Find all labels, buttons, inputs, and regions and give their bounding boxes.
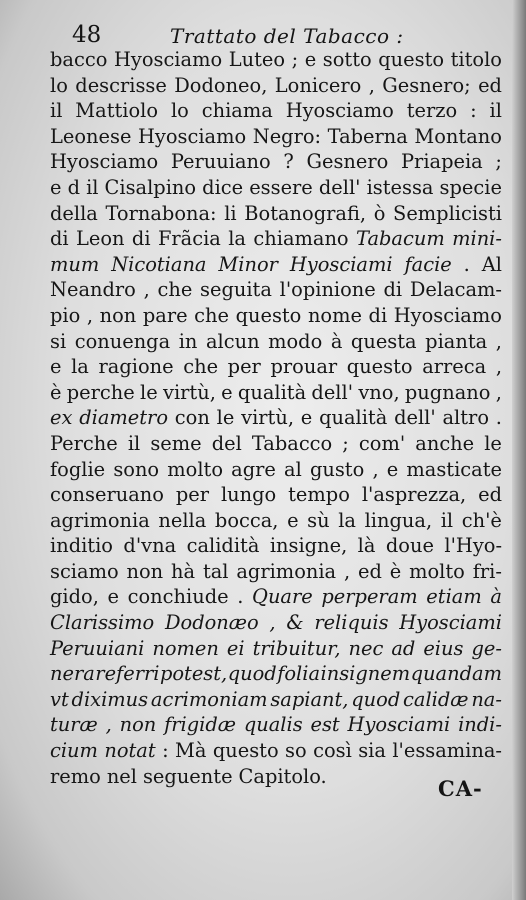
text-word: mum: [50, 252, 100, 276]
text-word: Semplicisti: [393, 201, 502, 225]
text-word: non: [99, 303, 137, 327]
text-word: specie: [439, 175, 502, 199]
text-word: Dodoneo,: [174, 73, 268, 97]
text-word: ;: [495, 150, 502, 174]
text-word: d: [67, 175, 80, 199]
text-word: per: [175, 483, 210, 507]
text-word: quod: [227, 662, 277, 686]
text-word: doue: [385, 534, 434, 558]
text-line: [50, 405, 502, 431]
text-word: Tabacum: [356, 227, 445, 251]
text-word: ed: [358, 559, 382, 583]
text-word: qualità: [319, 406, 388, 430]
text-line: [50, 533, 502, 559]
text-word: Peruuiani: [50, 636, 145, 660]
text-word: com': [358, 431, 406, 455]
text-word: etiam: [426, 585, 482, 609]
text-word: l'essamina-: [392, 739, 502, 763]
text-word: inditio: [50, 534, 113, 558]
text-word: l'Hyo-: [444, 534, 502, 558]
text-word: Clarissimo: [50, 611, 155, 635]
text-word: Mattiolo: [75, 99, 159, 123]
text-word: è: [389, 559, 402, 583]
running-title: Trattato del Tabacco :: [170, 24, 404, 48]
text-word: pare: [142, 303, 188, 327]
text-line: [50, 47, 502, 73]
text-word: lo: [50, 73, 68, 97]
text-word: ad: [391, 636, 416, 660]
text-line: [50, 636, 502, 662]
text-word: ragione: [98, 355, 174, 379]
text-word: così: [313, 739, 352, 763]
text-line: [50, 175, 502, 201]
text-word: ed: [478, 73, 502, 97]
text-word: del: [211, 431, 242, 455]
text-word: referri: [95, 662, 160, 686]
text-word: conuenga: [74, 329, 171, 353]
text-word: è: [50, 380, 62, 404]
text-word: ei: [226, 636, 245, 660]
text-word: il: [127, 431, 141, 455]
text-word: di: [368, 303, 388, 327]
text-word: turæ: [50, 713, 98, 737]
text-word: chiama: [201, 99, 273, 123]
text-word: ,: [269, 611, 276, 635]
text-word: e: [50, 355, 62, 379]
text-line: [50, 738, 502, 764]
text-word: che: [183, 355, 219, 379]
text-word: e: [50, 175, 62, 199]
text-word: à: [330, 329, 343, 353]
text-line: [50, 712, 502, 738]
text-word: agrimonia: [50, 508, 150, 532]
text-word: potest,: [159, 662, 228, 686]
text-word: Capitolo.: [238, 764, 327, 788]
text-word: reliquis: [314, 611, 389, 635]
text-word: descrisse: [75, 73, 167, 97]
text-word: non: [119, 713, 157, 737]
text-word: prouar: [270, 355, 338, 379]
text-word: vt: [50, 687, 69, 711]
text-word: e: [386, 457, 399, 481]
text-word: sapiant,: [270, 687, 349, 711]
text-word: folia: [277, 662, 321, 686]
text-word: questo: [212, 739, 279, 763]
text-word: la: [228, 227, 246, 251]
text-word: fri-: [472, 559, 502, 583]
text-word: masticate: [406, 457, 502, 481]
text-word: Leonese: [50, 124, 132, 148]
text-word: sia: [358, 739, 386, 763]
text-word: ,: [495, 355, 502, 379]
text-word: acrimoniam: [150, 687, 268, 711]
text-word: di: [131, 227, 151, 251]
text-word: l'opinione: [279, 278, 376, 302]
text-word: Hyosciami: [289, 252, 393, 276]
text-word: Delacam-: [409, 278, 502, 302]
text-word: ,: [495, 380, 502, 404]
text-word: ;: [291, 48, 299, 71]
text-word: gido,: [50, 585, 99, 609]
text-word: notat: [104, 739, 156, 763]
text-word: li: [224, 201, 237, 225]
text-word: con: [174, 406, 210, 430]
text-word: cium: [50, 739, 98, 763]
text-word: tal: [202, 559, 229, 583]
text-word: seguente: [142, 764, 233, 788]
text-word: à: [490, 585, 502, 609]
text-word: nera: [50, 662, 95, 686]
text-word: &: [286, 611, 304, 635]
text-word: Tornabona:: [105, 201, 217, 225]
text-word: perperam: [321, 585, 418, 609]
text-word: agrimonia: [236, 559, 337, 583]
text-word: ,: [86, 303, 94, 327]
text-word: Peruuiano: [170, 150, 271, 174]
text-word: Priapeia: [401, 150, 483, 174]
text-word: Gesnero: [306, 150, 389, 174]
text-word: dell': [394, 406, 436, 430]
text-line: [50, 687, 502, 713]
text-word: Taberna: [327, 124, 408, 148]
text-word: tempo: [288, 483, 350, 507]
text-word: Frãcia: [157, 227, 221, 251]
text-word: e: [107, 585, 119, 609]
text-word: Luteo: [228, 48, 286, 71]
text-word: bocca,: [214, 508, 279, 532]
text-word: la: [338, 508, 356, 532]
text-word: e: [287, 508, 299, 532]
text-word: nel: [106, 764, 137, 788]
text-word: Perche: [50, 431, 118, 455]
text-line: [50, 124, 502, 150]
text-word: Gesnero;: [382, 73, 471, 97]
text-word: questo: [235, 303, 302, 327]
text-word: alcun: [205, 329, 260, 353]
text-word: questo: [378, 48, 445, 71]
body-text: [50, 47, 502, 789]
page-number: 48: [72, 22, 102, 48]
text-word: .: [237, 585, 244, 609]
text-word: mini-: [452, 227, 502, 251]
text-word: il: [440, 508, 454, 532]
text-word: calidæ: [403, 687, 469, 711]
text-word: essere: [249, 175, 313, 199]
catchword: CA-: [438, 776, 483, 801]
text-word: questo: [346, 355, 413, 379]
text-word: nella: [158, 508, 207, 532]
text-word: la: [71, 355, 89, 379]
text-word: di: [383, 278, 403, 302]
text-word: indi-: [458, 713, 502, 737]
text-word: sù: [307, 508, 330, 532]
text-word: della: [50, 201, 98, 225]
text-word: e: [304, 48, 317, 71]
text-word: Mà: [175, 739, 207, 763]
text-word: dell': [311, 380, 354, 404]
text-word: facie: [404, 252, 452, 276]
text-word: pianta: [425, 329, 488, 353]
text-word: foglie: [50, 457, 106, 481]
text-word: bacco: [50, 48, 108, 71]
text-word: ò: [373, 201, 386, 225]
text-word: dice: [202, 175, 244, 199]
text-line: [50, 303, 502, 329]
text-word: diametro: [79, 406, 168, 430]
text-word: questa: [350, 329, 417, 353]
text-line: [50, 508, 502, 534]
text-word: che: [157, 278, 193, 302]
text-line: [50, 73, 502, 99]
text-word: Hyosciami: [347, 713, 451, 737]
text-word: nome: [307, 303, 362, 327]
text-word: e: [221, 380, 233, 404]
text-word: est: [310, 713, 340, 737]
text-word: il: [86, 175, 99, 199]
text-word: quod: [351, 687, 401, 711]
text-word: al: [284, 457, 302, 481]
text-word: chiamano: [253, 227, 349, 251]
text-line: [50, 482, 502, 508]
text-line: [50, 661, 502, 687]
text-word: frigidæ: [164, 713, 236, 737]
text-word: qualità: [237, 380, 307, 404]
text-line: [50, 354, 502, 380]
text-word: il: [489, 99, 502, 123]
text-word: ,: [368, 73, 375, 97]
text-line: [50, 457, 502, 483]
text-word: Hyosciamo: [285, 99, 394, 123]
text-word: molto: [167, 457, 223, 481]
text-word: lungo: [220, 483, 277, 507]
text-line: [50, 226, 502, 252]
text-word: arreca: [422, 355, 487, 379]
text-word: ?: [283, 150, 294, 174]
text-word: le: [216, 406, 235, 430]
text-word: di: [50, 227, 69, 251]
text-word: non: [126, 559, 164, 583]
text-word: dell': [318, 175, 361, 199]
text-word: insignem: [320, 662, 411, 686]
text-word: qualis: [243, 713, 303, 737]
text-word: Botanografi,: [244, 201, 367, 225]
text-word: terzo: [406, 99, 458, 123]
text-line: [50, 277, 502, 303]
text-word: Hyosciami: [399, 611, 502, 635]
text-word: nomen: [152, 636, 219, 660]
text-word: Tabacco: [251, 431, 333, 455]
text-word: modo: [268, 329, 323, 353]
text-word: sciamo: [50, 559, 119, 583]
text-word: ch'è: [461, 508, 502, 532]
text-word: altro: [442, 406, 489, 430]
text-word: hà: [171, 559, 196, 583]
text-word: ge-: [471, 636, 502, 660]
text-word: gusto: [309, 457, 365, 481]
text-word: le: [140, 380, 158, 404]
text-word: istessa: [366, 175, 434, 199]
text-word: diximus: [71, 687, 149, 711]
text-word: l'asprezza,: [361, 483, 467, 507]
text-word: ,: [343, 559, 351, 583]
text-word: na-: [471, 687, 502, 711]
text-word: tribuitur,: [252, 636, 341, 660]
text-word: il: [50, 99, 63, 123]
text-word: calidità: [186, 534, 260, 558]
text-word: Minor: [218, 252, 278, 276]
text-line: [50, 610, 502, 636]
text-word: ,: [372, 457, 379, 481]
text-word: seguita: [200, 278, 272, 302]
text-word: Dodonæo: [164, 611, 259, 635]
text-line: [50, 149, 502, 175]
text-word: ,: [143, 278, 150, 302]
text-line: [50, 329, 502, 355]
text-word: Montano: [414, 124, 502, 148]
page-gutter-shadow: [512, 0, 526, 900]
text-word: :: [162, 739, 169, 763]
text-word: in: [178, 329, 198, 353]
text-word: quandam: [410, 662, 502, 686]
text-word: ed: [478, 483, 502, 507]
text-word: Hyosciamo: [393, 303, 502, 327]
text-word: che: [194, 303, 229, 327]
text-word: Neandro: [50, 278, 136, 302]
text-word: perche: [66, 380, 135, 404]
text-word: Lonicero: [274, 73, 362, 97]
text-word: si: [50, 329, 67, 353]
text-word: ,: [495, 329, 502, 353]
text-word: insigne,: [269, 534, 348, 558]
text-word: pugnano: [404, 380, 491, 404]
text-line: [50, 252, 502, 278]
text-word: ,: [105, 713, 112, 737]
text-word: vno,: [358, 380, 400, 404]
text-word: Nicotiana: [111, 252, 207, 276]
text-word: so: [285, 739, 307, 763]
text-word: Negro:: [252, 124, 322, 148]
text-word: ;: [342, 431, 349, 455]
text-word: Hyosciamo: [113, 48, 223, 71]
text-word: Hyosciamo: [137, 124, 247, 148]
text-word: molto: [409, 559, 465, 583]
text-word: eius: [423, 636, 464, 660]
text-word: agre: [231, 457, 276, 481]
text-line: [50, 201, 502, 227]
text-word: conseruano: [50, 483, 164, 507]
text-word: Al: [481, 252, 502, 276]
text-line: [50, 380, 502, 406]
text-word: Quare: [252, 585, 313, 609]
text-word: Leon: [76, 227, 125, 251]
text-word: Hyosciamo: [50, 150, 159, 174]
text-line: [50, 584, 502, 610]
text-word: .: [463, 252, 470, 276]
text-word: là: [357, 534, 376, 558]
text-word: le: [484, 431, 502, 455]
text-word: e: [300, 406, 313, 430]
text-line: [50, 559, 502, 585]
text-word: d'vna: [123, 534, 177, 558]
text-word: lo: [170, 99, 189, 123]
text-word: virtù,: [241, 406, 294, 430]
text-word: virtù,: [163, 380, 216, 404]
text-word: Cisalpino: [104, 175, 197, 199]
text-word: nec: [348, 636, 384, 660]
text-word: lingua,: [364, 508, 433, 532]
text-word: conchiude: [127, 585, 229, 609]
text-word: :: [470, 99, 477, 123]
text-line: [50, 431, 502, 457]
text-word: ex: [50, 406, 73, 430]
text-word: titolo: [450, 48, 502, 71]
text-word: per: [227, 355, 261, 379]
text-line: [50, 764, 502, 790]
text-word: pio: [50, 303, 81, 327]
text-word: anche: [415, 431, 475, 455]
text-word: seme: [150, 431, 202, 455]
text-word: .: [495, 406, 502, 430]
text-word: remo: [50, 764, 101, 788]
text-line: [50, 98, 502, 124]
text-word: sotto: [322, 48, 372, 71]
text-word: sono: [113, 457, 160, 481]
